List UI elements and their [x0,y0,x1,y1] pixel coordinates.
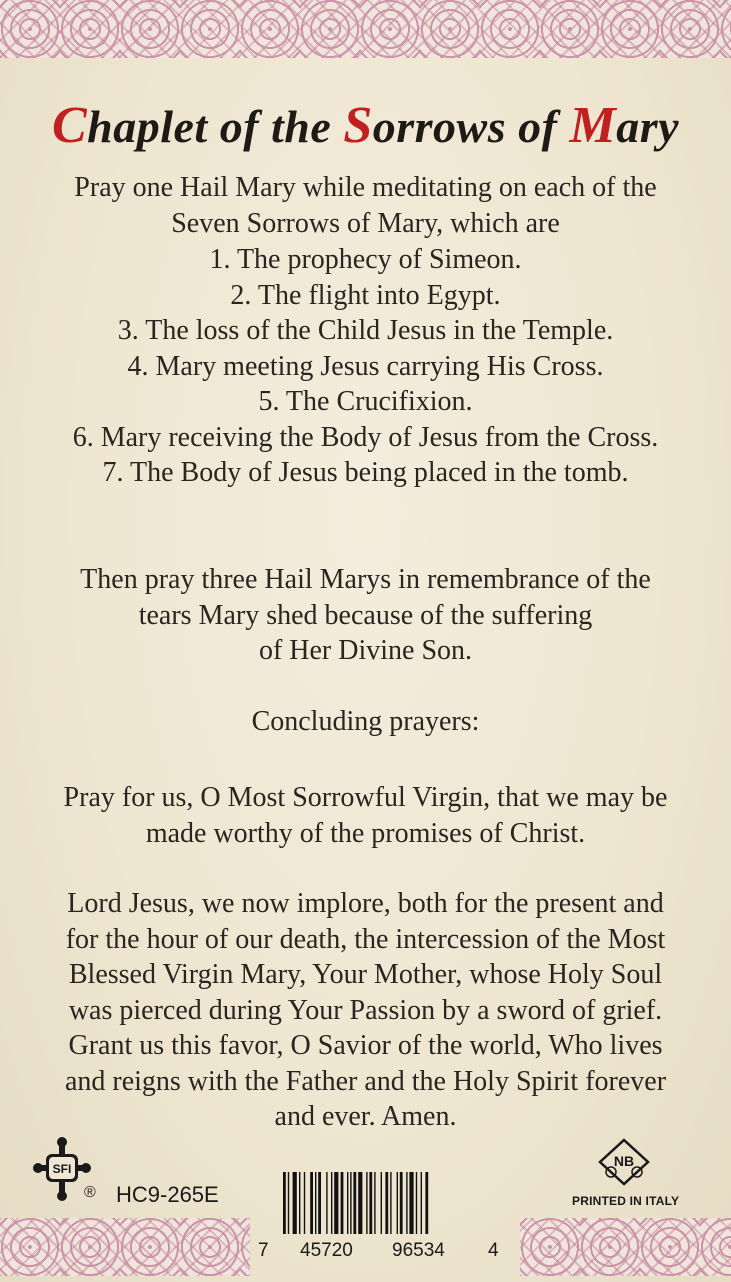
barcode-bar [425,1172,428,1234]
barcode-digit-last: 4 [488,1240,499,1261]
barcode-bar [350,1172,351,1234]
tears-line: of Her Divine Son. [258,635,473,666]
item-code: HC9-265E [116,1182,219,1207]
barcode-bar [318,1172,321,1234]
sorrow-item: 1. The prophecy of Simeon. [209,244,522,275]
barcode-bar [304,1172,305,1234]
barcode-bar [366,1172,367,1234]
nb-logo-icon [598,1138,650,1186]
barcode-digit-first: 7 [258,1240,269,1261]
prayer-line: Grant us this favor, O Savior of the world, Who lives [68,1030,663,1061]
barcode-bar [288,1172,289,1234]
barcode-digits-right: 96534 [392,1240,445,1261]
title-part-2: orrows of [372,101,570,152]
barcode-bar [397,1172,398,1234]
barcode-bar [293,1172,297,1234]
sorrows-list [20,242,711,491]
intro-line: Seven Sorrows of Mary, which are [171,207,560,239]
sorrow-item: 5. The Crucifixion. [258,386,473,417]
prayer-line: was pierced during Your Passion by a sword of grief. [68,994,663,1026]
prayer-line: Blessed Virgin Mary, Your Mother, whose Holy Soul [68,959,663,990]
title-part-3: ary [616,101,680,152]
barcode-bar [385,1172,388,1234]
barcode-bar [390,1172,391,1234]
barcode-bar [358,1172,362,1234]
sorrow-item: 7. The Body of Jesus being placed in the tomb. [102,457,629,488]
barcode-bar [341,1172,344,1234]
intro-paragraph [20,170,711,241]
printed-in-italy: PRINTED IN ITALY [572,1194,680,1208]
barcode-bar [326,1172,327,1234]
sorrow-item: 3. The loss of the Child Jesus in the Temple. [117,315,614,346]
barcode-digits-left: 45720 [300,1240,353,1261]
title-initial-s: S [343,97,373,154]
registered-mark: ® [84,1184,96,1201]
barcode-bar [416,1172,417,1234]
prayer-line: and ever. Amen. [274,1101,457,1132]
prayer-for-us [20,780,711,851]
nb-logo-text: NB [613,1153,635,1169]
prayer-line: for the hour of our death, the intercession of the Most [65,923,666,955]
barcode-bar [369,1172,372,1234]
decorative-bottom-border-left [0,1218,250,1276]
title-initial-m: M [569,97,617,154]
barcode-bar [421,1172,422,1234]
title-initial-c: C [51,97,88,154]
decorative-top-border [0,0,731,58]
tears-line: Then pray three Hail Marys in remembrance of the [80,564,651,595]
sorrow-item: 2. The flight into Egypt. [230,279,501,311]
barcode-bar [334,1172,338,1234]
barcode-bar [406,1172,407,1234]
barcode-bar [400,1172,403,1234]
barcode-bar [315,1172,316,1234]
card-title [0,96,731,155]
closing-prayer [20,886,711,1135]
barcode-bar [353,1172,356,1234]
prayer-line: and reigns with the Father and the Holy Spirit forever [64,1065,667,1097]
concluding-heading: Concluding prayers: [251,706,480,737]
sorrow-item: 6. Mary receiving the Body of Jesus from the Cross. [72,421,659,453]
barcode-bar [310,1172,313,1234]
sfi-logo-text: SFI [52,1162,72,1176]
intro-line: Pray one Hail Mary while meditating on each of the [74,172,657,203]
barcode-bar [331,1172,332,1234]
tears-line: tears Mary shed because of the suffering [138,599,593,631]
prayer-line: Lord Jesus, we now implore, both for the present and [67,888,664,919]
title-part-1: haplet of the [87,101,344,152]
prayer-line: made worthy of the promises of Christ. [145,817,586,849]
sorrow-item: 4. Mary meeting Jesus carrying His Cross. [127,350,604,382]
barcode-bar [299,1172,300,1234]
barcode-bar [409,1172,413,1234]
barcode-bar [381,1172,382,1234]
tears-paragraph [20,562,711,669]
prayer-line: Pray for us, O Most Sorrowful Virgin, that we may be [63,782,668,813]
barcode-bar [374,1172,375,1234]
barcode-bar [347,1172,348,1234]
barcode-bar [283,1172,286,1234]
barcode [281,1172,481,1234]
decorative-bottom-border-right [520,1218,731,1276]
